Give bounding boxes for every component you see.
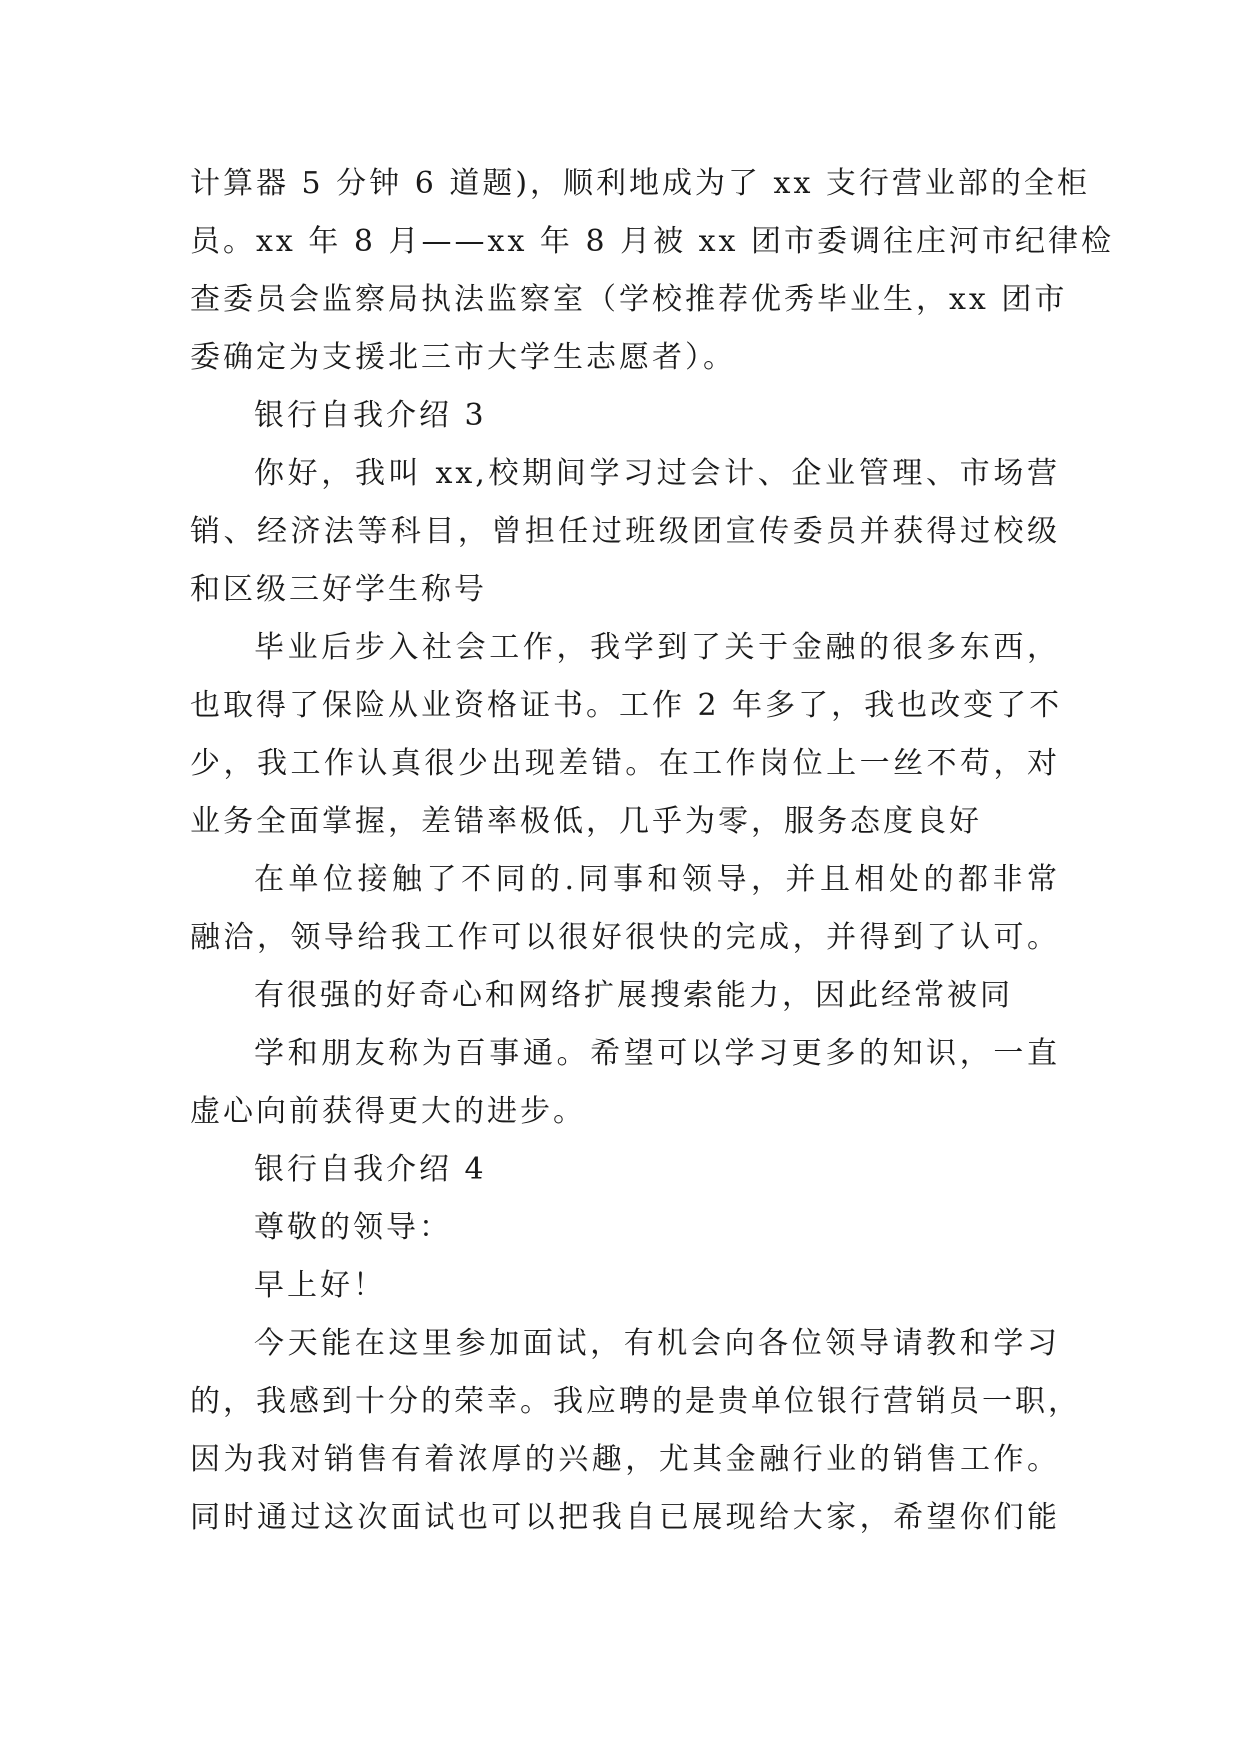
- body-line: 委确定为支援北三市大学生志愿者）。: [190, 340, 736, 375]
- body-line: 和区级三好学生称号: [190, 572, 487, 607]
- body-line: 你好，我叫 xx,校期间学习过会计、企业管理、市场营: [254, 456, 1060, 491]
- body-line: 在单位接触了不同的.同事和领导，并且相处的都非常: [254, 862, 1060, 897]
- body-line: 员。xx 年 8 月——xx 年 8 月被 xx 团市委调往庄河市纪律检: [190, 224, 1114, 259]
- body-line: 计算器 5 分钟 6 道题)，顺利地成为了 xx 支行营业部的全柜: [190, 166, 1090, 201]
- salutation-line: 尊敬的领导：: [254, 1210, 452, 1245]
- body-line: 虚心向前获得更大的进步。: [190, 1094, 586, 1129]
- section-heading: 银行自我介绍 4: [254, 1152, 487, 1187]
- body-line: 查委员会监察局执法监察室（学校推荐优秀毕业生，xx 团市: [190, 282, 1068, 317]
- body-line: 也取得了保险从业资格证书。工作 2 年多了，我也改变了不: [190, 688, 1063, 723]
- body-line: 融洽，领导给我工作可以很好很快的完成，并得到了认可。: [190, 920, 1060, 955]
- body-line: 业务全面掌握，差错率极低，几乎为零，服务态度良好: [190, 804, 982, 839]
- greeting-line: 早上好！: [254, 1268, 386, 1303]
- body-line: 有很强的好奇心和网络扩展搜索能力，因此经常被同: [254, 978, 1013, 1013]
- body-line: 学和朋友称为百事通。希望可以学习更多的知识，一直: [254, 1036, 1060, 1071]
- body-line: 销、经济法等科目，曾担任过班级团宣传委员并获得过校级: [190, 514, 1060, 549]
- body-line: 同时通过这次面试也可以把我自已展现给大家，希望你们能: [190, 1500, 1060, 1535]
- body-line: 少，我工作认真很少出现差错。在工作岗位上一丝不苟，对: [190, 746, 1060, 781]
- body-line: 毕业后步入社会工作，我学到了关于金融的很多东西，: [254, 630, 1060, 665]
- section-heading: 银行自我介绍 3: [254, 398, 487, 433]
- document-body: [190, 155, 1114, 1547]
- body-line: 今天能在这里参加面试，有机会向各位领导请教和学习: [254, 1326, 1060, 1361]
- body-line: 因为我对销售有着浓厚的兴趣，尤其金融行业的销售工作。: [190, 1442, 1060, 1477]
- body-line: 的，我感到十分的荣幸。我应聘的是贵单位银行营销员一职，: [190, 1384, 1081, 1419]
